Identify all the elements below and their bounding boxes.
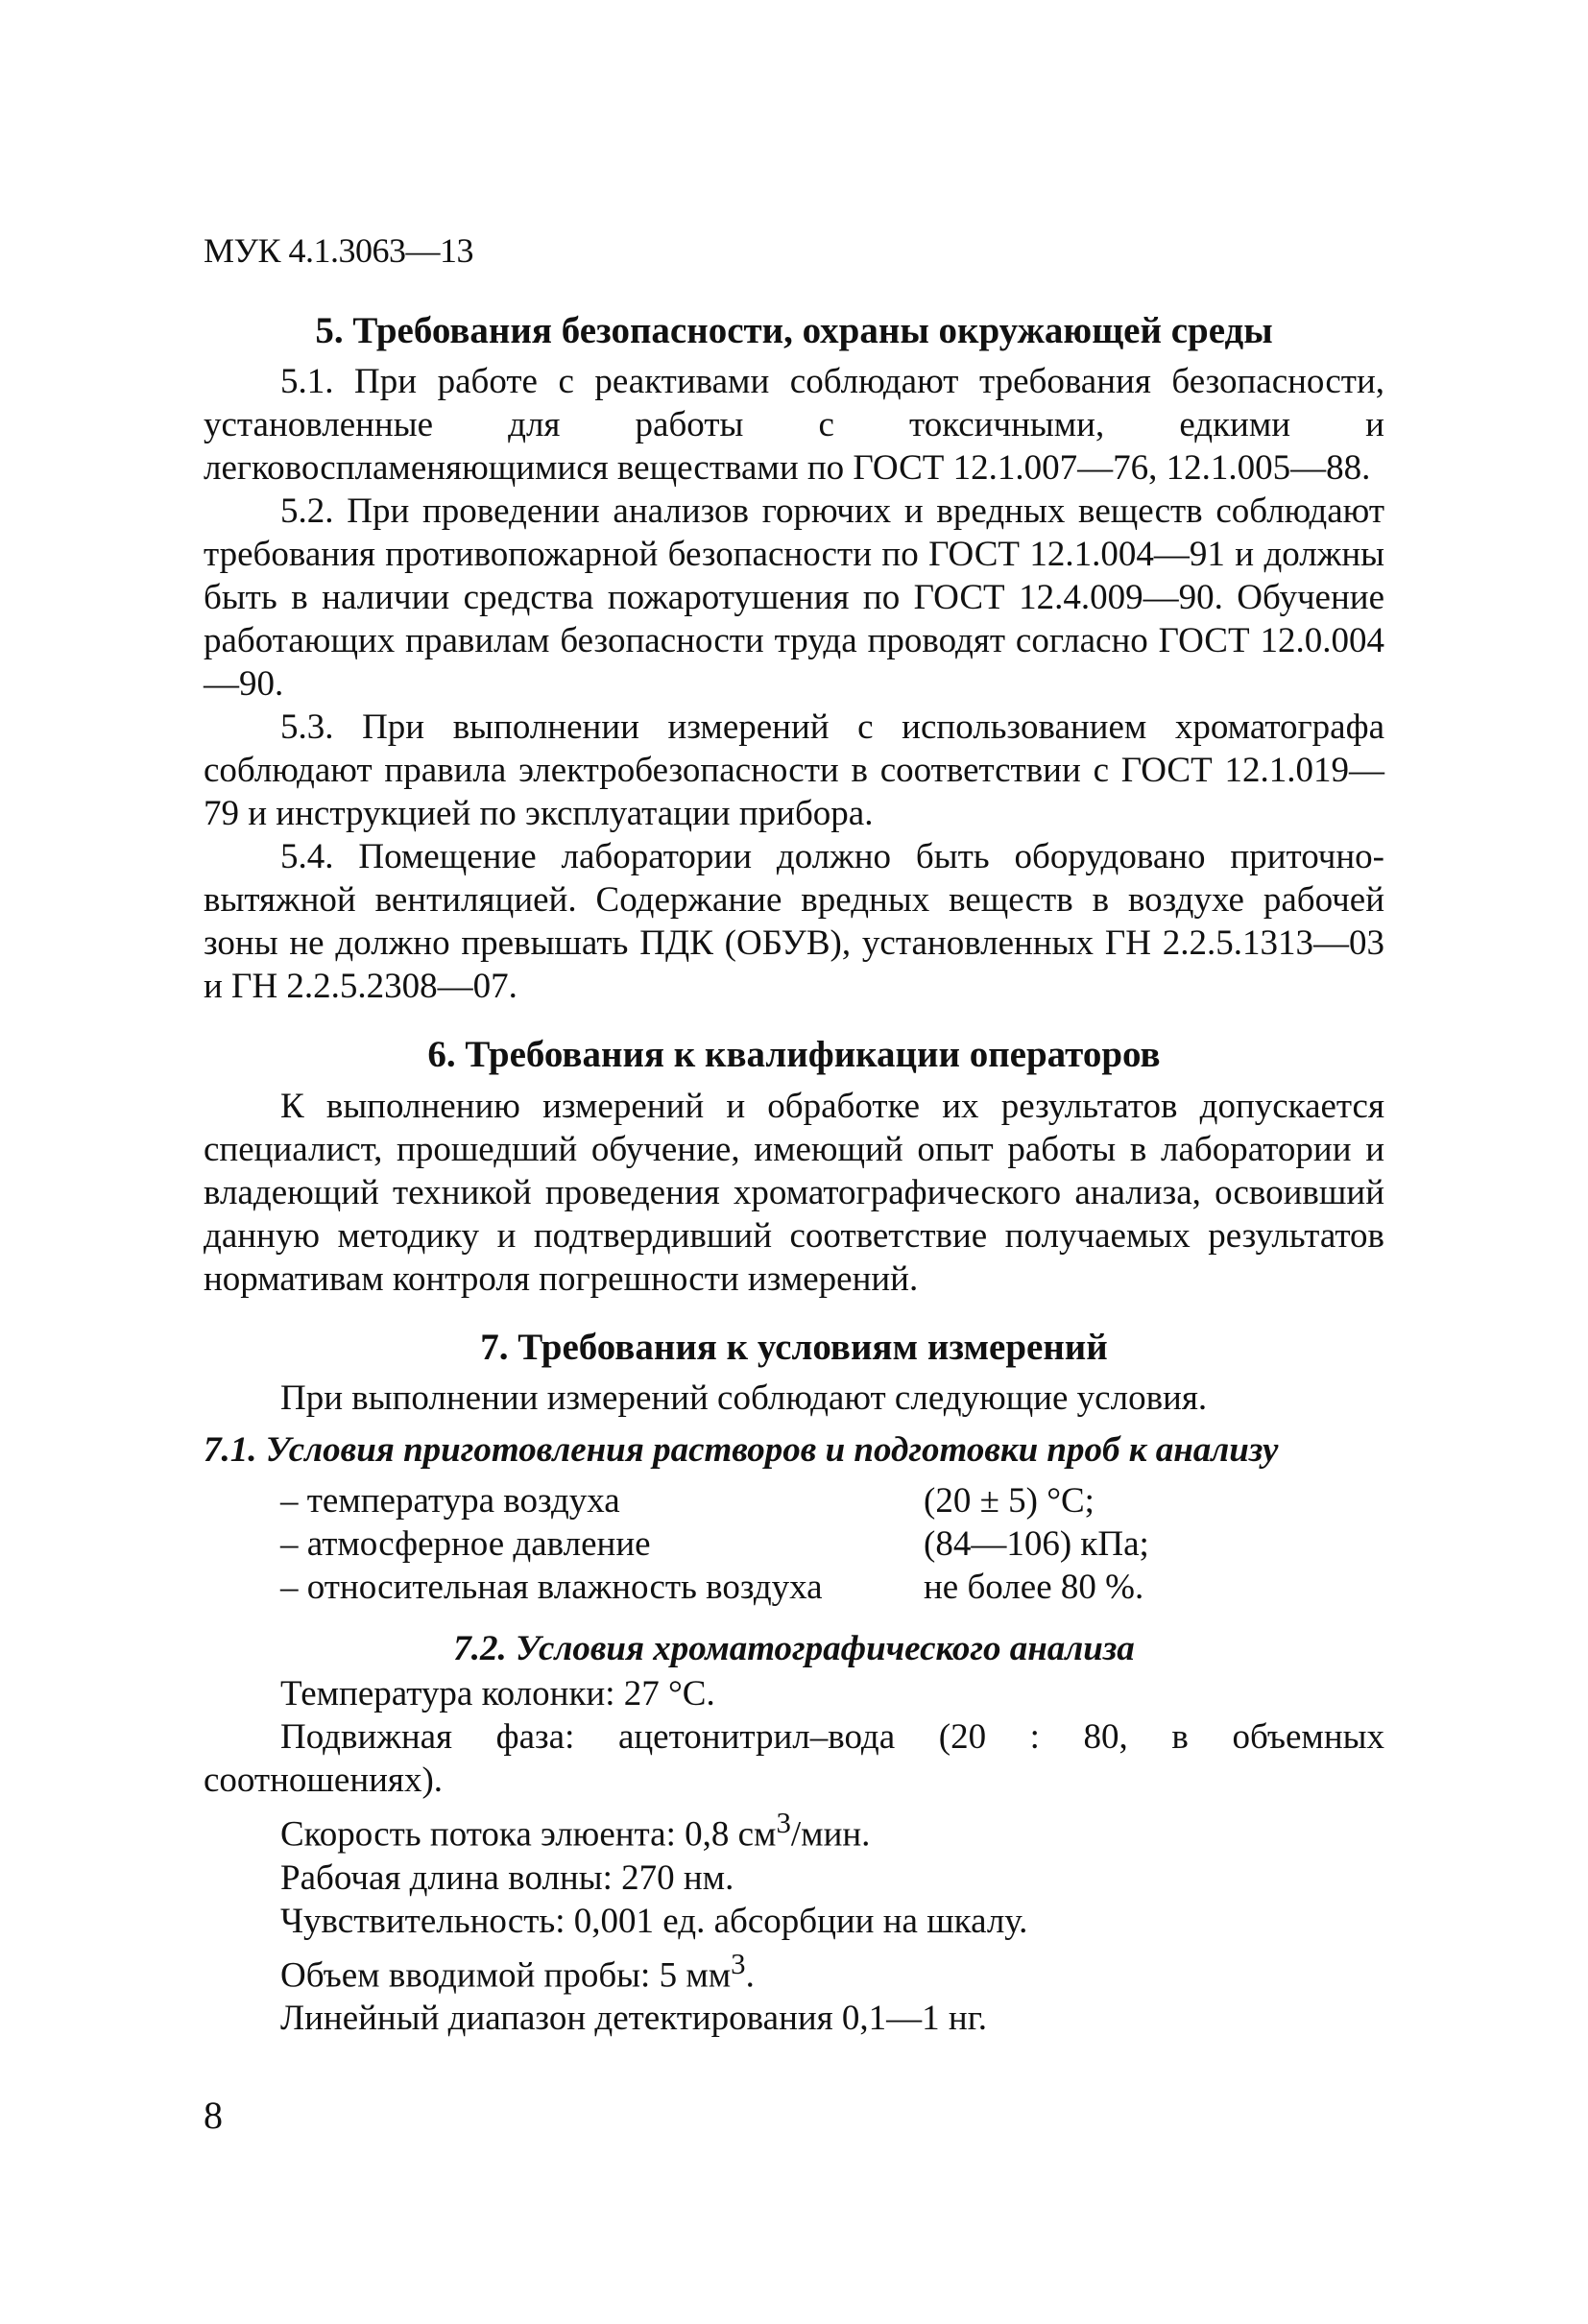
- flow-rate-text: Скорость потока элюента: 0,8 см: [280, 1814, 777, 1855]
- subsection-7-2-title: 7.2. Условия хроматографического анализа: [453, 1629, 1135, 1669]
- paragraph-6: К выполнению измерений и обработке их результатов допускается специалист, прошедший обучение, имеющий опыт работы в лаборатории и владеющий техникой проведения хроматографического анализа, освоивший данную методику и подтвердивший соответствие получаемых результатов нормативам контроля погрешности измерений.: [204, 1087, 1384, 1300]
- condition-row: [280, 1479, 1149, 1522]
- injection-volume-text: Объем вводимой пробы: 5 мм: [280, 1954, 732, 1995]
- paragraph-5-2: 5.2. При проведении анализов горючих и вредных веществ соблюдают требования противопожарной безопасности по ГОСТ 12.1.004—91 и должны быть в наличии средства пожаротушения по ГОСТ 12.4.009—90. Обучение работающих правилам безопасности труда проводят согласно ГОСТ 12.0.004—90.: [204, 491, 1384, 704]
- conditions-table: [280, 1479, 1149, 1609]
- condition-value: (20 ± 5) °С;: [924, 1481, 1095, 1521]
- condition-name: – относительная влажность воздуха: [280, 1568, 823, 1608]
- injection-volume-exponent: 3: [731, 1947, 746, 1980]
- page-number: 8: [204, 2094, 223, 2137]
- injection-volume-end: .: [745, 1954, 755, 1995]
- condition-name: – атмосферное давление: [280, 1524, 651, 1565]
- condition-row: [280, 1566, 1149, 1609]
- flow-rate: [204, 1802, 1384, 1856]
- paragraph-5-1: 5.1. При работе с реактивами соблюдают требования безопасности, установленные для работы с токсичными, едкими и легковоспламеняющимися веществами по ГОСТ 12.1.007—76, 12.1.005—88.: [204, 361, 1384, 488]
- flow-rate-unit: /мин.: [790, 1814, 871, 1855]
- column-temperature: Температура колонки: 27 °С.: [280, 1674, 715, 1714]
- flow-rate-exponent: 3: [776, 1807, 791, 1840]
- mobile-phase: Подвижная фаза: ацетонитрил–вода (20 : 80, в объемных соотношениях).: [204, 1717, 1384, 1801]
- condition-row: [280, 1522, 1149, 1566]
- sensitivity: Чувствительность: 0,001 ед. абсорбции на шкалу.: [280, 1901, 1028, 1941]
- condition-name: – температура воздуха: [280, 1481, 620, 1521]
- condition-value: не более 80 %.: [924, 1568, 1144, 1608]
- document-code: МУК 4.1.3063—13: [204, 231, 474, 270]
- wavelength: Рабочая длина волны: 270 нм.: [280, 1857, 734, 1898]
- section-5-title: 5. Требования безопасности, охраны окружающей среды: [315, 310, 1273, 351]
- paragraph-5-4: 5.4. Помещение лаборатории должно быть оборудовано приточно-вытяжной вентиляцией. Содержание вредных веществ в воздухе рабочей зоны не должно превышать ПДК (ОБУВ), установленных ГН 2.2.5.1313—03 и ГН 2.2.5.2308—07.: [204, 836, 1384, 1006]
- linear-range: Линейный диапазон детектирования 0,1—1 нг.: [280, 1998, 987, 2038]
- condition-value: (84—106) кПа;: [924, 1524, 1149, 1565]
- section-6-title: 6. Требования к квалификации операторов: [427, 1033, 1161, 1075]
- paragraph-5-3: 5.3. При выполнении измерений с использованием хроматографа соблюдают правила электробезопасности в соответствии с ГОСТ 12.1.019—79 и инструкцией по эксплуатации прибора.: [204, 707, 1384, 833]
- page-content: [204, 307, 1384, 2040]
- section-7-title: 7. Требования к условиям измерений: [480, 1327, 1108, 1369]
- injection-volume: [204, 1943, 1384, 1997]
- section-7-intro: При выполнении измерений соблюдают следующие условия.: [280, 1378, 1208, 1419]
- subsection-7-1-title: 7.1. Условия приготовления растворов и подготовки проб к анализу: [204, 1430, 1279, 1471]
